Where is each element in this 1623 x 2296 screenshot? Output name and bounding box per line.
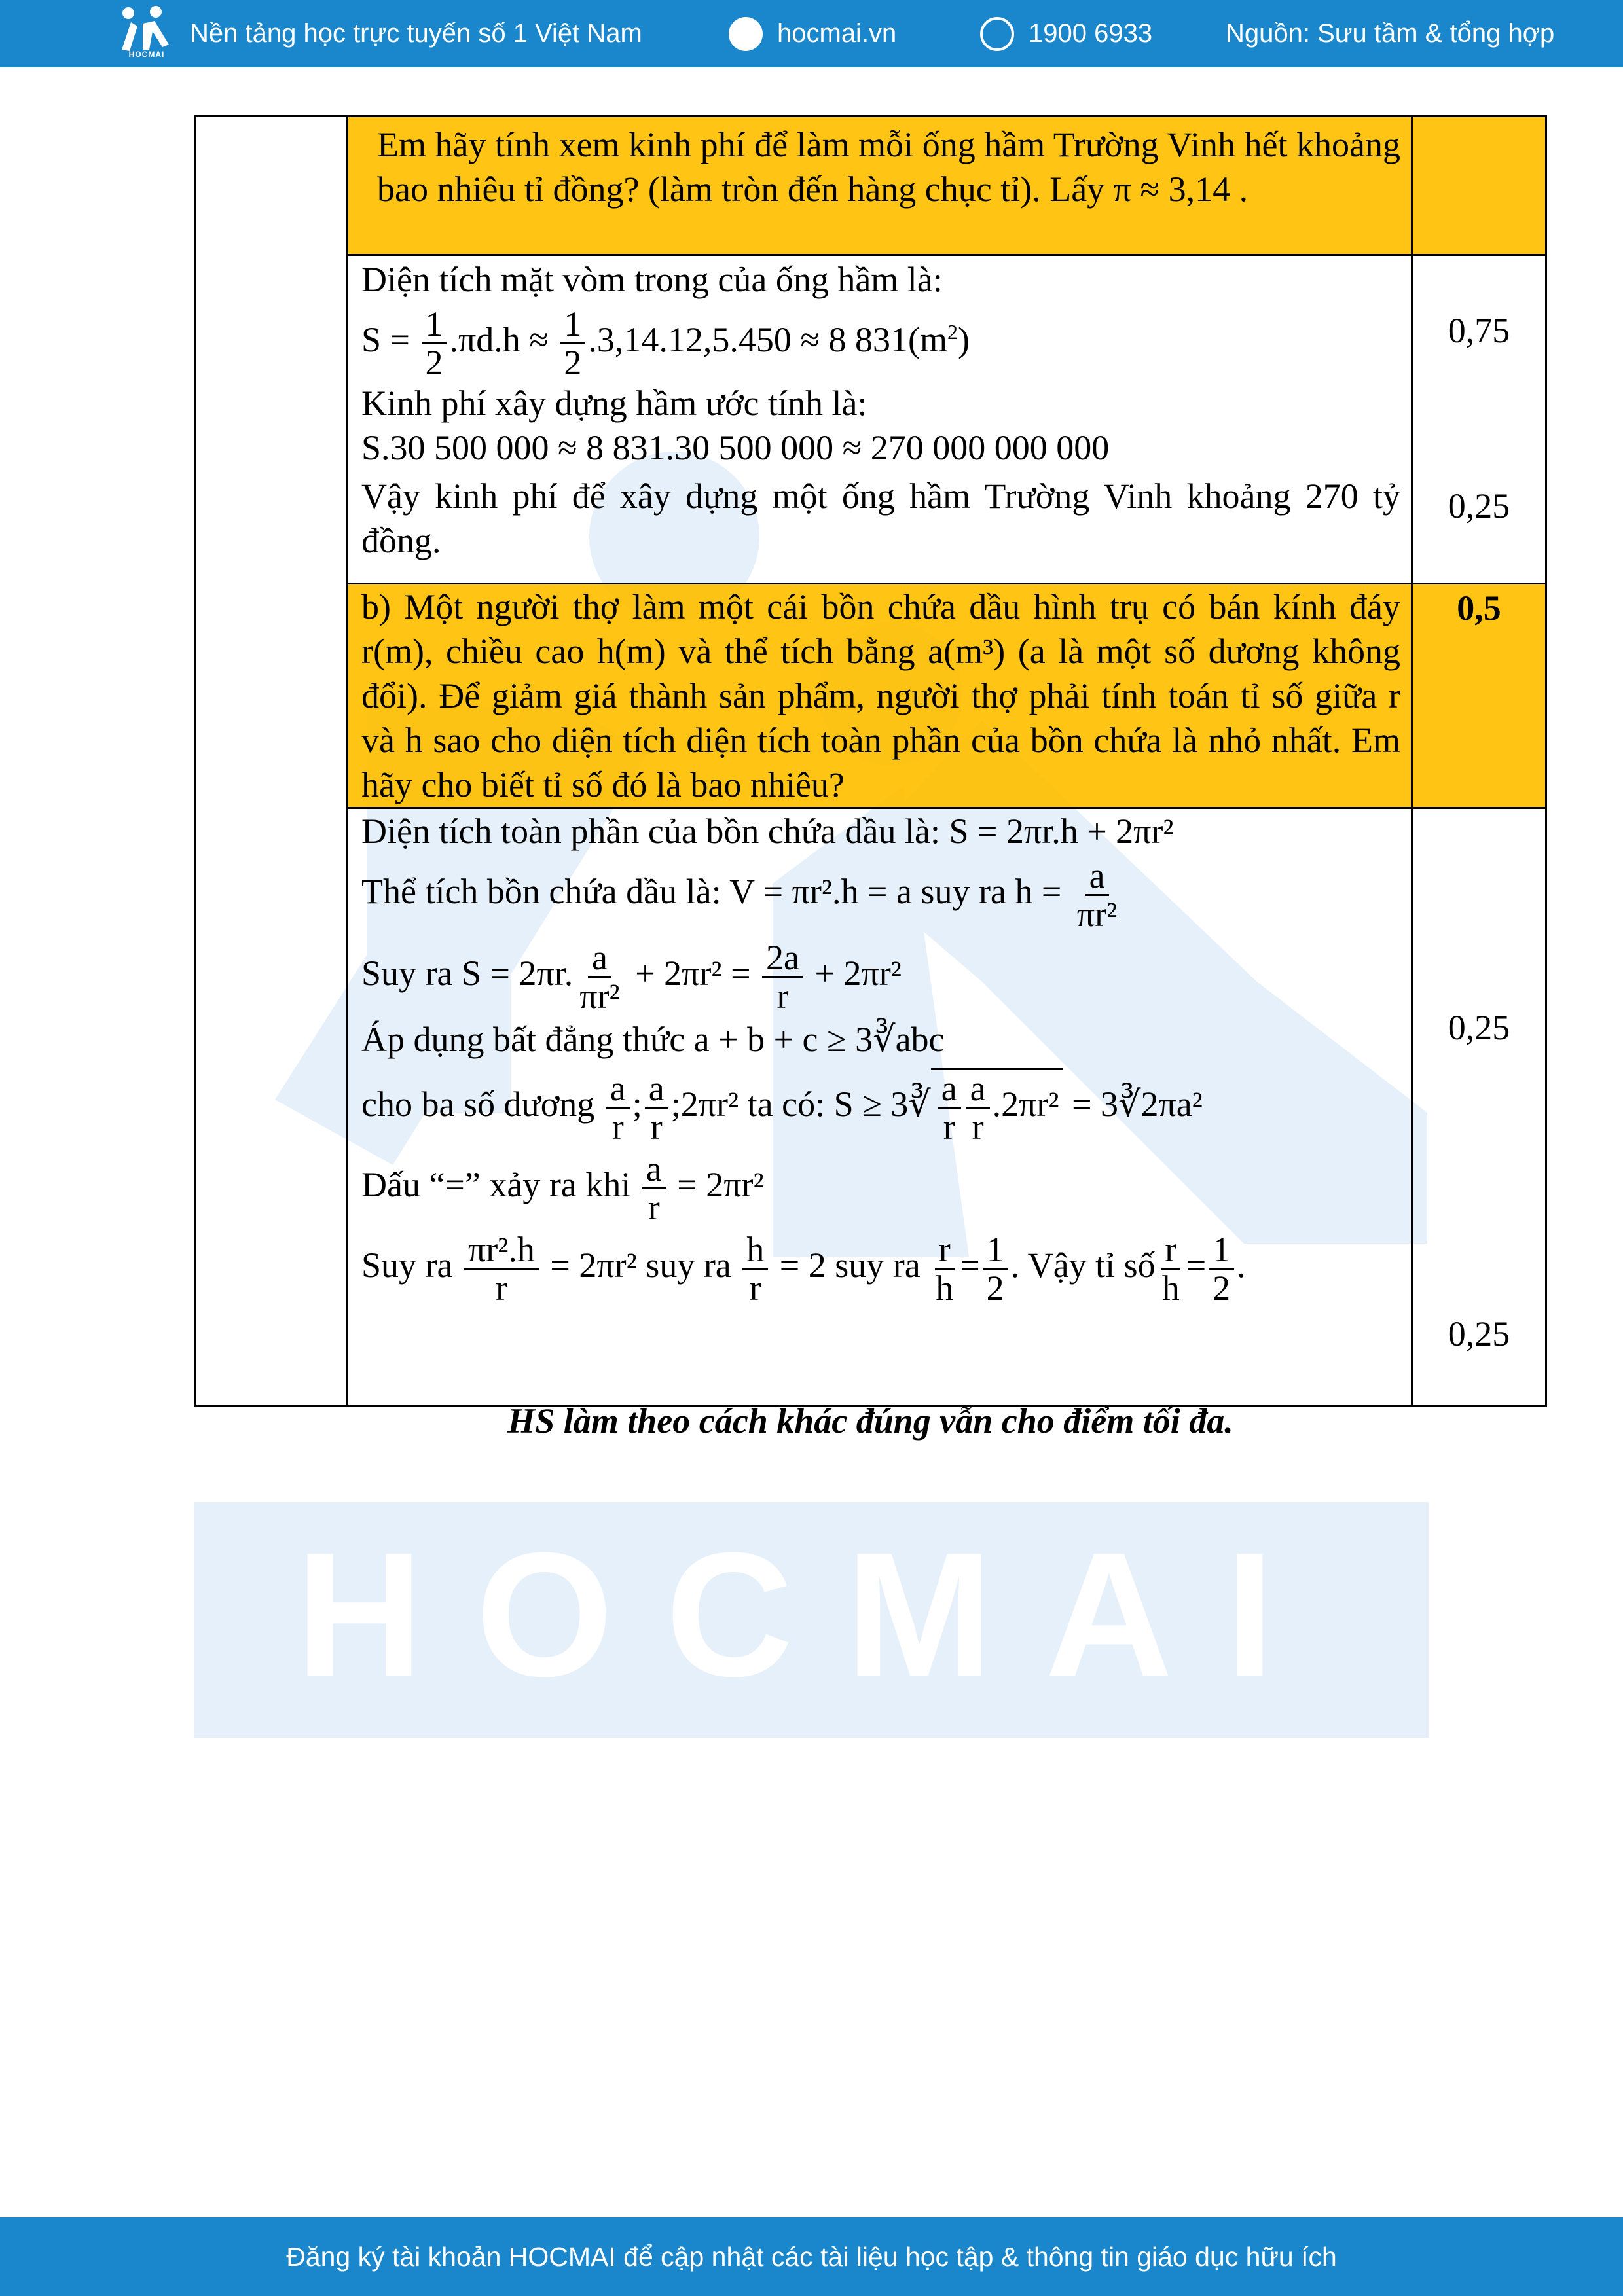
sol-b-line6: Dấu “=” xảy ra khi $\frac{a}{r}$ = 2πr² [361,1149,764,1227]
footer-bar[interactable] [0,2217,1623,2296]
answer-table [194,115,1547,1407]
sol-b-line5: cho ba số dương $\frac{a}{r}$ ; $\frac{a}{r}$ ;2πr² ta có: S ≥ 3∛ $\frac{a}{r}$ $\frac{a}{r}$ .2πr² = 3∛2πa² [361,1069,1203,1147]
solution-a-cell [348,255,1412,584]
header-website[interactable]: hocmai.vn [729,0,896,67]
solution-b-cell [348,808,1412,1407]
question-a-cell [348,117,1412,255]
sol-b-line4: Áp dụng bất đẳng thức a + b + c ≥ 3∛abc [361,1020,945,1059]
empty-left-cell [195,117,348,1407]
top-header-bar [0,0,1623,67]
question-b-score: 0,5 [1457,588,1501,628]
sol-a-score1: 0,75 [1448,311,1510,350]
sol-a-score2: 0,25 [1448,486,1510,526]
watermark-text: HOCMAI [295,1516,1327,1713]
grading-note: HS làm theo cách khác đúng vẫn cho điểm tối đa. [507,1401,1233,1441]
sol-a-line1: Diện tích mặt vòm trong của ống hầm là: [361,260,943,299]
phone-icon [980,17,1014,51]
sol-b-line7: Suy ra $\frac{\text{πr².h}}{r}$ = 2πr² suy ra $\frac{h}{r}$ = 2 suy ra $\frac{r}{h}$ = $\frac{1}{2}$ . Vậy tỉ số $\frac{r}{h}$ = $\frac{1}{2}$ . [361,1230,1246,1308]
question-b-cell [348,584,1412,808]
sol-b-score2: 0,25 [1448,1314,1510,1354]
sol-b-line2: Thể tích bồn chứa dầu là: V = πr².h = a suy ra h = $\frac{a}{\text{πr²}}$ [361,856,1118,934]
header-tagline: Nền tảng học trực tuyến số 1 Việt Nam [190,19,642,48]
sol-a-line4: S.30 500 000 ≈ 8 831.30 500 000 ≈ 270 000 000 000 [361,428,1110,467]
sol-b-score1: 0,25 [1448,1008,1510,1047]
header-source: Nguồn: Sưu tầm & tổng hợp [1226,19,1555,48]
question-a-score-cell [1412,117,1546,255]
question-b-score-cell [1412,584,1546,808]
footer-text: Đăng ký tài khoản HOCMAI để cập nhật các tài liệu học tập & thông tin giáo dục hữu ích [286,2241,1337,2272]
question-a-text: Em hãy tính xem kinh phí để làm mỗi ống hầm Trường Vinh hết khoảng bao nhiêu tỉ đồng? (làm tròn đến hàng chục tỉ). Lấy π ≈ 3,14 . [377,125,1400,209]
globe-icon [729,17,763,51]
sol-b-line3: Suy ra S = 2πr. $\frac{a}{\text{πr²}}$ + 2πr² = $\frac{2a}{r}$ + 2πr² [361,938,902,1016]
sol-b-line1: Diện tích toàn phần của bồn chứa dầu là: S = 2πr.h + 2πr² [361,812,1174,851]
solution-a-score-cell [1412,255,1546,584]
header-phone[interactable]: 1900 6933 [980,0,1152,67]
solution-b-score-cell [1412,808,1546,1407]
question-b-text: b) Một người thợ làm một cái bồn chứa dầu hình trụ có bán kính đáy r(m), chiều cao h(m) và thể tích bằng a(m³) (a là một số dương không đổi). Để giảm giá thành sản phẩm, người thợ phải tính toán tỉ số giữa r và h sao cho diện tích diện tích toàn phần của bồn chứa là nhỏ nhất. Em hãy cho biết tỉ số đó là bao nhiêu? [361,587,1400,804]
sol-a-line5: Vậy kinh phí để xây dựng một ống hầm Trường Vinh khoảng 270 tỷ đồng. [361,476,1400,560]
sol-a-line3: Kinh phí xây dựng hầm ước tính là: [361,384,867,423]
logo-text: HOCMAI [128,50,165,59]
sol-a-formula: S = $\frac{1}{2}$ .πd.h ≈ $\frac{1}{2}$ .3,14.12,5.450 ≈ 8 $831(m^2)$ [361,304,970,382]
